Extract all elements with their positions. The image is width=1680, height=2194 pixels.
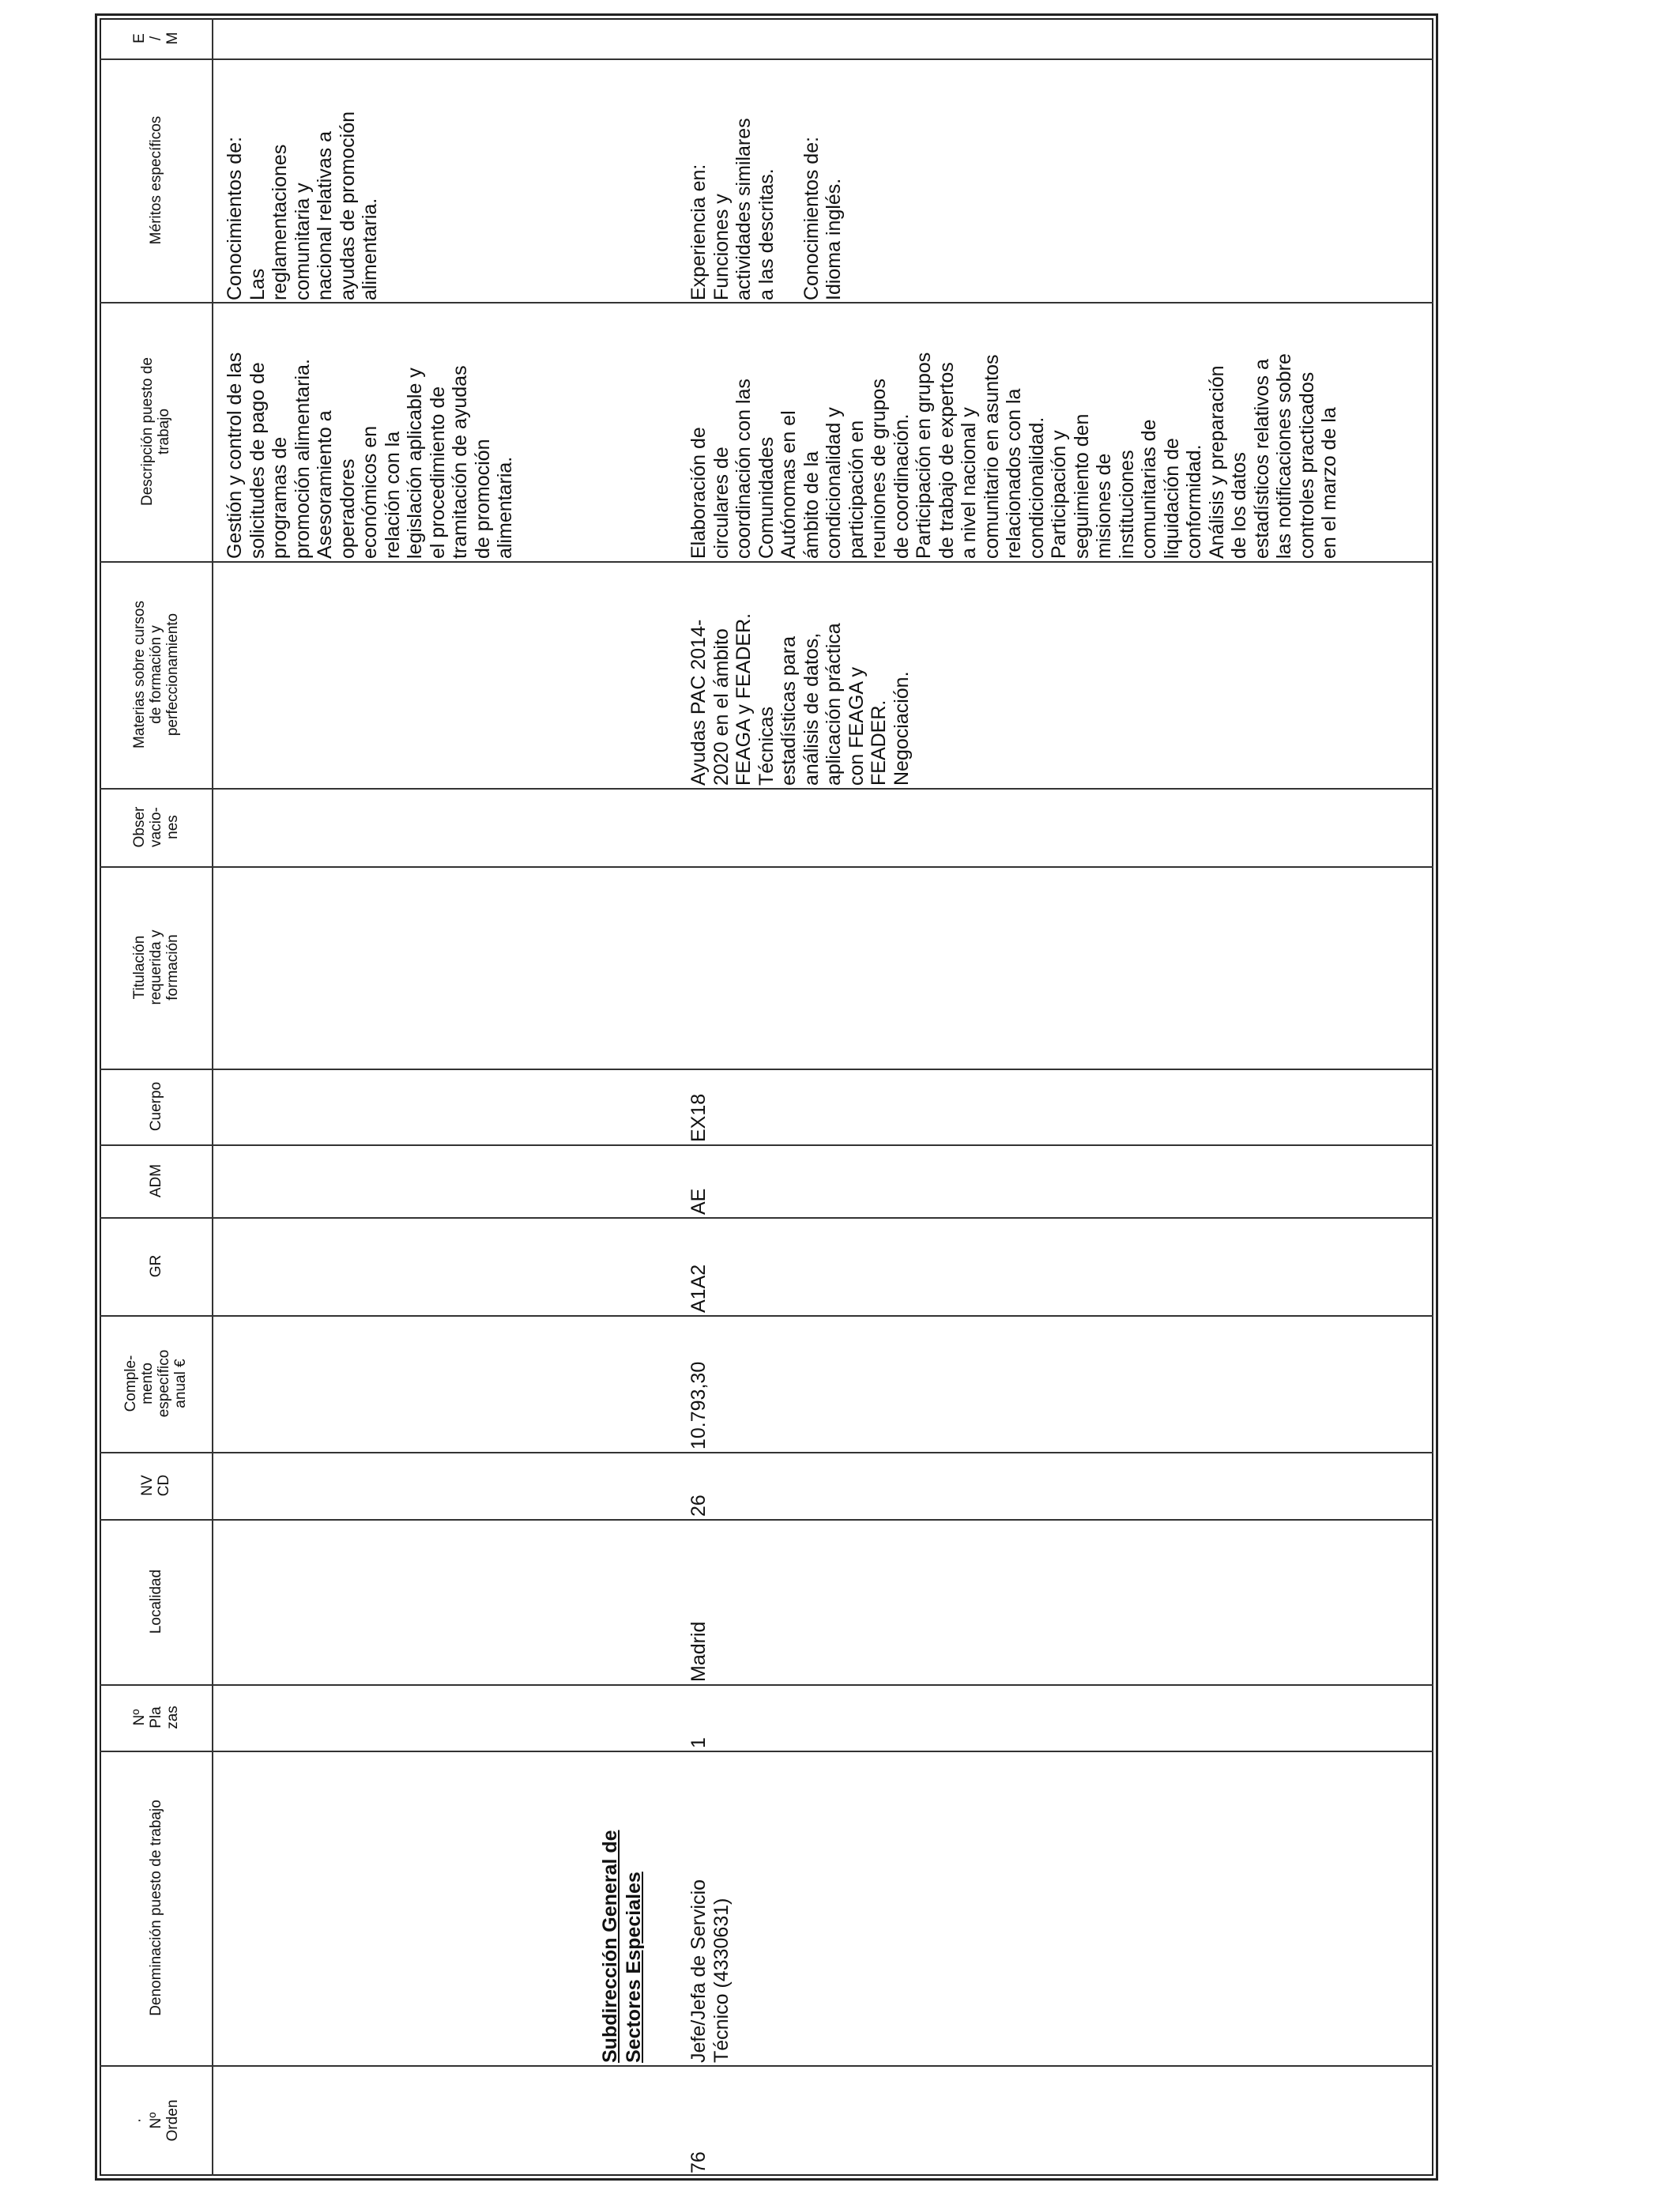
cell-cuerpo: EX18: [687, 1093, 710, 1142]
cell-localidad: Madrid: [687, 1621, 710, 1682]
cell-descripcion: Elaboración de circulares de coordinación con las Comunidades Autónomas en el ámbito de la condicionalidad y participación en reuniones de grupos de coordinación. Participación en grupos de trabajo de expertos a nivel nacional y comunitario en asuntos relacionados con la condicionalidad. Participación y seguimiento den misiones de instituciones comunitarias de liquidación de conformidad. Análisis y preparación de los datos estadísticos relativos a las notificaciones sobre controles practicados en el marzo de la: [687, 352, 1340, 559]
header-divider: [212, 18, 213, 2176]
cell-grupo: A1A2: [687, 1264, 710, 1313]
column-line: [100, 1452, 1433, 1453]
header-complemento: Comple- mento específico anual €: [122, 1349, 189, 1418]
header-plazas: Nº Pla zas: [130, 1706, 181, 1729]
header-nivel: NV CD: [139, 1474, 172, 1497]
column-line: [100, 1217, 1433, 1219]
header-cuerpo: Cuerpo: [147, 1081, 164, 1132]
header-localidad: Localidad: [147, 1569, 164, 1634]
column-line: [100, 1069, 1433, 1070]
column-line: [100, 1751, 1433, 1752]
column-line: [100, 866, 1433, 868]
column-line: [100, 302, 1433, 303]
header-materias: Materias sobre cursos de formación y perfeccionamiento: [130, 601, 181, 748]
column-line: [100, 2065, 1433, 2067]
column-line: [100, 1519, 1433, 1521]
header-meritos: Méritos específicos: [147, 115, 164, 245]
header-em: E / M: [130, 32, 181, 45]
cell-descripcion-continuation: Gestión y control de las solicitudes de pago de programas de promoción alimentaria. Asesoramiento a operadores económicos en relación con la legislación aplicable y el procedimiento de tramitación de ayudas de promoción alimentaria.: [224, 352, 516, 559]
column-line: [100, 1144, 1433, 1146]
header-titulacion: Titulación requerida y formación: [130, 929, 181, 1005]
header-grupo: GR: [147, 1254, 164, 1278]
column-line: [100, 1684, 1433, 1686]
header-adm: ADM: [147, 1163, 164, 1198]
column-line: [100, 58, 1433, 60]
cell-complemento: 10.793,30: [687, 1361, 710, 1449]
header-orden: · Nº Orden: [130, 2099, 181, 2142]
cell-plazas: 1: [687, 1737, 710, 1748]
cell-nivel: 26: [687, 1495, 710, 1517]
header-descripcion: Descripción puesto de trabajo: [139, 357, 172, 506]
cell-orden: 76: [687, 2151, 710, 2173]
cell-adm: AE: [687, 1188, 710, 1215]
column-line: [100, 788, 1433, 790]
cell-meritos: Experiencia en: Funciones y actividades similares a las descritas. Conocimientos de: Idioma inglés.: [687, 118, 845, 300]
cell-meritos-continuation: Conocimientos de: Las reglamentaciones comunitaria y nacional relativas a ayudas de promoción alimentaria.: [224, 111, 381, 300]
header-observaciones: Obser vacio- nes: [130, 806, 181, 848]
section-title: Subdirección General de Sectores Especiales: [599, 1830, 645, 2063]
cell-denominacion: Jefe/Jefa de Servicio Técnico (4330631): [687, 1879, 733, 2063]
cell-materias: Ayudas PAC 2014- 2020 en el ámbito FEAGA y FEADER. Técnicas estadísticas para análisis de datos, aplicación práctica con FEAGA y FEADER. Negociación.: [687, 613, 913, 786]
header-denominacion: Denominación puesto de trabajo: [147, 1800, 164, 2016]
column-line: [100, 1315, 1433, 1317]
